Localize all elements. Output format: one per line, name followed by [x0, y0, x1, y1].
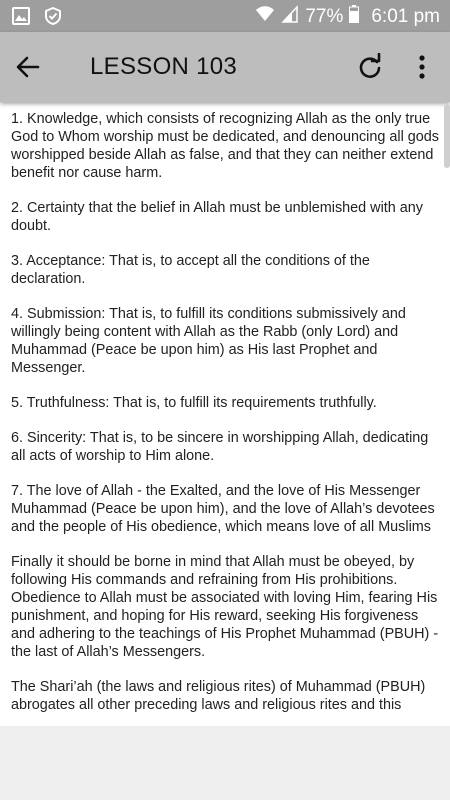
wifi-icon: [255, 5, 275, 29]
shield-check-icon: [44, 7, 62, 30]
scrollbar-thumb[interactable]: [444, 104, 450, 168]
paragraph: 5. Truthfulness: That is, to fulfill its requirements truthfully.: [11, 395, 377, 411]
refresh-icon[interactable]: [356, 53, 384, 81]
signal-icon: [281, 5, 299, 29]
clock: 6:01 pm: [371, 6, 440, 27]
app-bar: [0, 32, 450, 102]
paragraph: 6. Sincerity: That is, to be sincere in worshipping Allah, dedicating all acts of worship to Him alone.: [11, 430, 429, 464]
page-title: LESSON 103: [90, 53, 238, 80]
paragraph: 7. The love of Allah - the Exalted, and the love of His Messenger Muhammad (Peace be upon him), and the love of Allah’s devotees and the people of His obedience, which means love of all Muslims: [11, 483, 435, 535]
lesson-content[interactable]: [0, 102, 450, 726]
back-arrow-icon[interactable]: [14, 53, 42, 81]
gallery-notification-icon: [12, 7, 30, 30]
battery-level: 77%: [305, 6, 344, 27]
paragraph: 2. Certainty that the belief in Allah must be unblemished with any doubt.: [11, 200, 423, 234]
bottom-panel: [0, 726, 450, 800]
paragraph: The Shari’ah (the laws and religious rites) of Muhammad (PBUH) abrogates all other preceding laws and religious rites and this: [11, 679, 426, 713]
paragraph: 1. Knowledge, which consists of recognizing Allah as the only true God to Whom worship must be dedicated, and denouncing all gods worshipped beside Allah as false, and that they can neither extend benefit nor cause harm.: [11, 111, 439, 181]
paragraph: 3. Acceptance: That is, to accept all the conditions of the declaration.: [11, 253, 370, 287]
paragraph: 4. Submission: That is, to fulfill its conditions submissively and willingly being content with Allah as the Rabb (only Lord) and Muhammad (Peace be upon him) as His last Prophet and Messenger.: [11, 306, 406, 376]
status-bar: [0, 0, 450, 32]
battery-icon: [349, 5, 359, 29]
paragraph: Finally it should be borne in mind that Allah must be obeyed, by following His commands and refraining from His prohibitions. Obedience to Allah must be associated with loving Him, fearing His punishment, and hoping for His reward, seeking His forgiveness and adhering to the teachings of His Prophet Muhammad (PBUH) - the last of Allah’s Messengers.: [11, 554, 439, 660]
more-options-icon[interactable]: [410, 53, 434, 81]
